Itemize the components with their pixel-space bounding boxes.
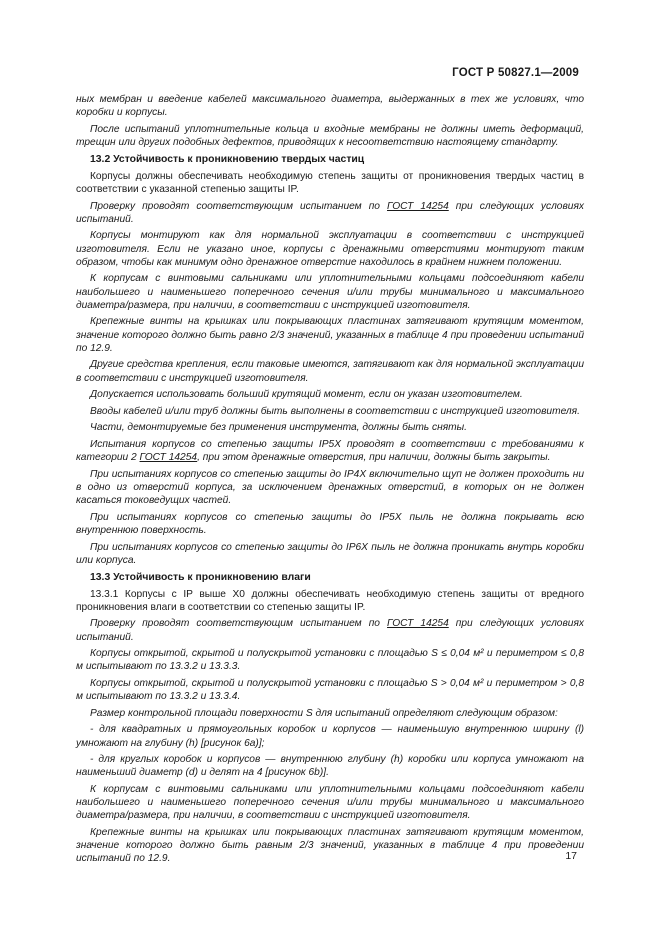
paragraph: Части, демонтируемые без применения инструмента, должны быть сняты. bbox=[90, 422, 467, 434]
paragraph bbox=[76, 200, 584, 226]
section-heading-13-2: 13.2 Устойчивость к проникновению твердых частиц bbox=[90, 154, 365, 166]
paragraph: 13.3.1 Корпусы с IP выше X0 должны обеспечивать необходимую степень защиты от вредного проникновения влаги в соответствии со степенью защиты IP. bbox=[76, 588, 584, 613]
paragraph: Корпусы открытой, скрытой и полускрытой установки с площадью S ≤ 0,04 м² и периметром ≤ 0,8 м испытывают по 13.3.2 и 13.3.3. bbox=[76, 648, 584, 673]
paragraph: Размер контрольной площади поверхности S для испытаний определяют следующим образом: bbox=[90, 707, 558, 719]
list-item: - для круглых коробок и корпусов — внутреннюю глубину (h) коробки или корпуса умножают на наименьший диаметр (d) и делят на 4 [рисунок 6b)]. bbox=[76, 754, 584, 779]
standard-link[interactable]: ГОСТ 14254 bbox=[387, 618, 449, 630]
paragraph: Корпусы открытой, скрытой и полускрытой установки с площадью S > 0,04 м² и периметром > 0,8 м испытывают по 13.3.2 и 13.3.4. bbox=[76, 677, 584, 703]
paragraph: Другие средства крепления, если таковые имеются, затягивают как для нормальной эксплуатации в соответствии с инструкцией изготовителя. bbox=[76, 359, 584, 384]
standard-link[interactable]: ГОСТ 14254 bbox=[387, 200, 449, 212]
paragraph-text: Испытания корпусов со степенью защиты IP5X проводят в соответствии с требованиями к категории 2 bbox=[76, 438, 584, 464]
paragraph-text: при следующих условиях испытаний. bbox=[76, 200, 584, 225]
paragraph: К корпусам с винтовыми сальниками или уплотнительными кольцами подсоединяют кабели наибольшего и наименьшего поперечного сечения и/или трубы минимального и максимального диаметра/размера, при наличии, в соответствии с инструкцией изготовителя. bbox=[76, 273, 584, 311]
paragraph: При испытаниях корпусов со степенью защиты до IP5X пыль не должна покрывать всю внутреннюю поверхность. bbox=[76, 511, 584, 536]
paragraph: ных мембран и введение кабелей максимального диаметра, выдержанных в тех же условиях, что коробки и корпусы. bbox=[76, 94, 584, 119]
standard-link[interactable]: ГОСТ 14254 bbox=[139, 452, 198, 464]
paragraph: После испытаний уплотнительные кольца и входные мембраны не должны иметь деформаций, трещин или других подобных дефектов, приводящих к несоответствию настоящему стандарту. bbox=[76, 123, 584, 148]
document-header: ГОСТ Р 50827.1—2009 bbox=[452, 67, 579, 79]
list-item: - для квадратных и прямоугольных коробок и корпусов — наименьшую внутреннюю ширину (l) умножают на глубину (h) [рисунок 6a)]; bbox=[76, 724, 584, 749]
paragraph: К корпусам с винтовыми сальниками или уплотнительными кольцами подсоединяют кабели наибольшего и наименьшего поперечного сечения и/или трубы минимального и максимального диаметра/размера, при наличии, в соответствии с инструкцией изготовителя. bbox=[76, 783, 584, 822]
paragraph: Корпусы должны обеспечивать необходимую степень защиты от проникновения твердых частиц в соответствии с указанной степенью защиты IP. bbox=[76, 170, 584, 195]
paragraph: При испытаниях корпусов со степенью защиты до IP6X пыль не должна проникать внутрь коробки или корпуса. bbox=[76, 541, 584, 566]
document-body bbox=[76, 93, 584, 869]
paragraph bbox=[76, 438, 584, 464]
paragraph-text: при следующих условиях испытаний. bbox=[76, 618, 584, 643]
paragraph: Допускается использовать больший крутящий момент, если он указан изготовителем. bbox=[90, 389, 523, 401]
paragraph: Крепежные винты на крышках или покрывающих пластинах затягивают крутящим моментом, значение которого должно быть равным 2/3 значений, указанных в таблице 4 при проведении испытаний по 12.9. bbox=[76, 826, 584, 865]
paragraph-text: Проверку проводят соответствующим испытанием по bbox=[90, 200, 388, 212]
paragraph bbox=[76, 617, 584, 643]
paragraph: Крепежные винты на крышках или покрывающих пластинах затягивают крутящим моментом, значение которого должно быть равно 2/3 значений, указанных в таблице 4 при проведении испытаний по 12.9. bbox=[76, 316, 584, 354]
section-heading-13-3: 13.3 Устойчивость к проникновению влаги bbox=[90, 571, 311, 583]
paragraph: При испытаниях корпусов со степенью защиты до IP4X включительно щуп не должен проходить ни в одно из отверстий корпуса, за исключением дренажных отверстий, в которых он не должен касаться токоведущих частей. bbox=[76, 468, 584, 507]
paragraph-text: Проверку проводят соответствующим испытанием по bbox=[90, 618, 388, 630]
paragraph: Вводы кабелей и/или труб должны быть выполнены в соответствии с инструкцией изготовителя. bbox=[90, 405, 580, 417]
paragraph-text: , при этом дренажные отверстия, при наличии, должны быть закрыты. bbox=[197, 452, 551, 464]
paragraph: Корпусы монтируют как для нормальной эксплуатации в соответствии с инструкцией изготовителя. Если не указано иное, корпусы с дренажными отверстиями монтируют таким образом, чтобы как минимум одно дренажное отверстие находилось в крайнем нижнем положении. bbox=[76, 230, 584, 268]
page-number: 17 bbox=[565, 850, 577, 862]
